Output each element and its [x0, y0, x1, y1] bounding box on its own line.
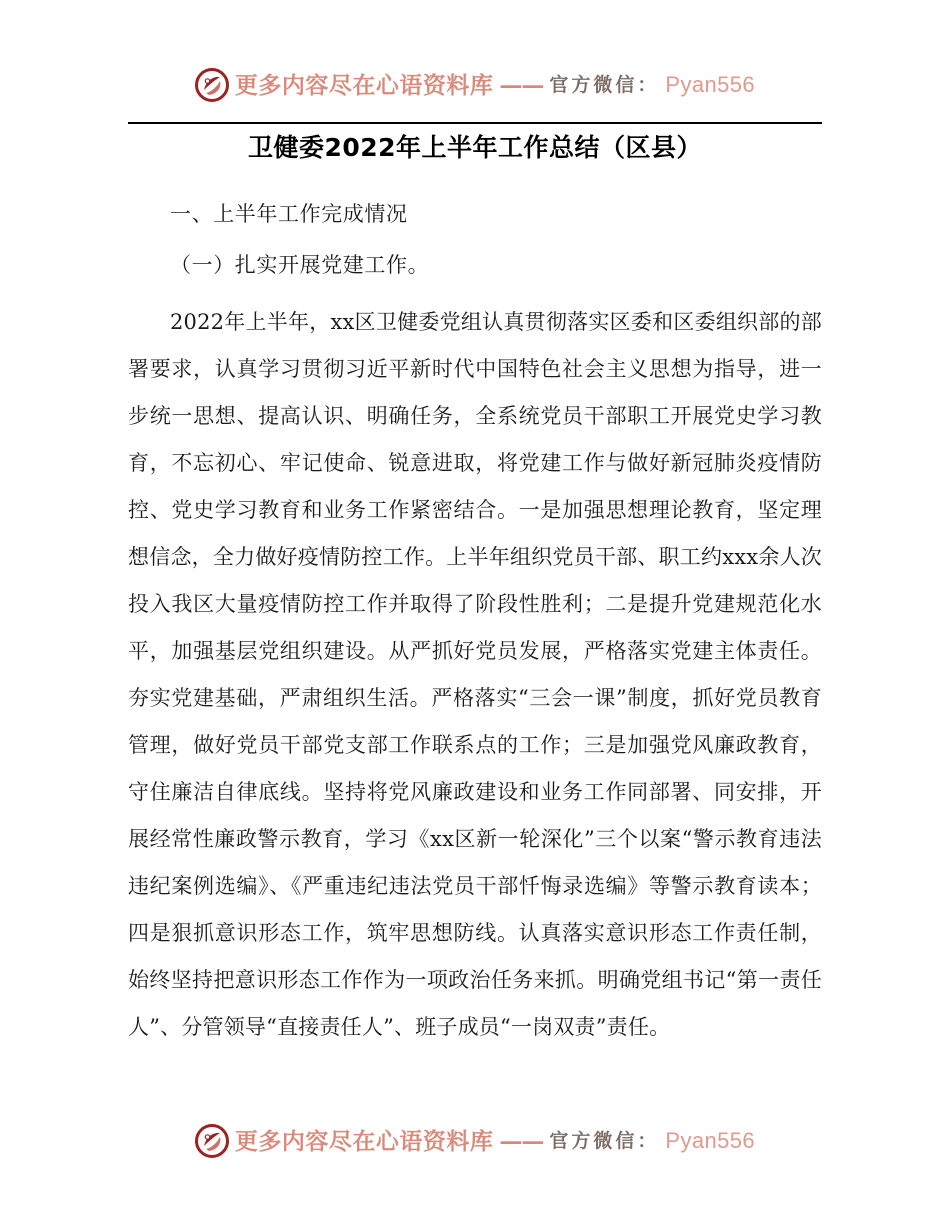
watermark-header — [0, 68, 950, 102]
watermark-wechat-handle: Pyan556 — [665, 72, 756, 97]
circular-brush-emblem-icon — [195, 1124, 229, 1158]
page-title: 卫健委2022年上半年工作总结（区县） — [247, 133, 703, 162]
header-divider — [128, 122, 822, 124]
watermark-dash: —— — [499, 71, 544, 99]
watermark-dash: —— — [499, 1127, 544, 1155]
subsection-heading-1: （一）扎实开展党建工作。 — [170, 253, 430, 277]
watermark-main-text: 更多内容尽在心语资料库 — [234, 1127, 494, 1155]
body-paragraph-1: 2022年上半年，xx区卫健委党组认真贯彻落实区委和区委组织部的部署要求，认真学习贯彻习近平新时代中国特色社会主义思想为指导，进一步统一思想、提高认识、明确任务，全系统党员干部职工开展党史学习教育，不忘初心、牢记使命、锐意进取，将党建工作与做好新冠肺炎疫情防控、党史学习教育和业务工作紧密结合。一是加强思想理论教育，坚定理想信念，全力做好疫情防控工作。上半年组织党员干部、职工约xxx余人次投入我区大量疫情防控工作并取得了阶段性胜利；二是提升党建规范化水平，加强基层党组织建设。从严抓好党员发展，严格落实党建主体责任。夯实党建基础，严肃组织生活。严格落实“三会一课”制度，抓好党员教育管理，做好党员干部党支部工作联系点的工作；三是加强党风廉政教育，守住廉洁自律底线。坚持将党风廉政建设和业务工作同部署、同安排，开展经常性廉政警示教育，学习《xx区新一轮深化”三个以案“警示教育违法违纪案例选编》、《严重违纪违法党员干部忏悔录选编》等警示教育读本；四是狠抓意识形态工作，筑牢思想防线。认真落实意识形态工作责任制，始终坚持把意识形态工作作为一项政治任务来抓。明确党组书记“第一责任人”、分管领导“直接责任人”、班子成员“一岗双责”责任。 — [128, 310, 822, 1039]
circular-brush-emblem-icon — [195, 68, 229, 102]
watermark-footer — [0, 1124, 950, 1158]
watermark-wechat-handle: Pyan556 — [665, 1128, 756, 1153]
document-content — [128, 130, 822, 1057]
section-heading-1: 一、上半年工作完成情况 — [170, 202, 408, 226]
watermark-sub-text: 官方微信： — [549, 1129, 660, 1152]
watermark-main-text: 更多内容尽在心语资料库 — [234, 71, 494, 99]
watermark-sub-text: 官方微信： — [549, 73, 660, 96]
